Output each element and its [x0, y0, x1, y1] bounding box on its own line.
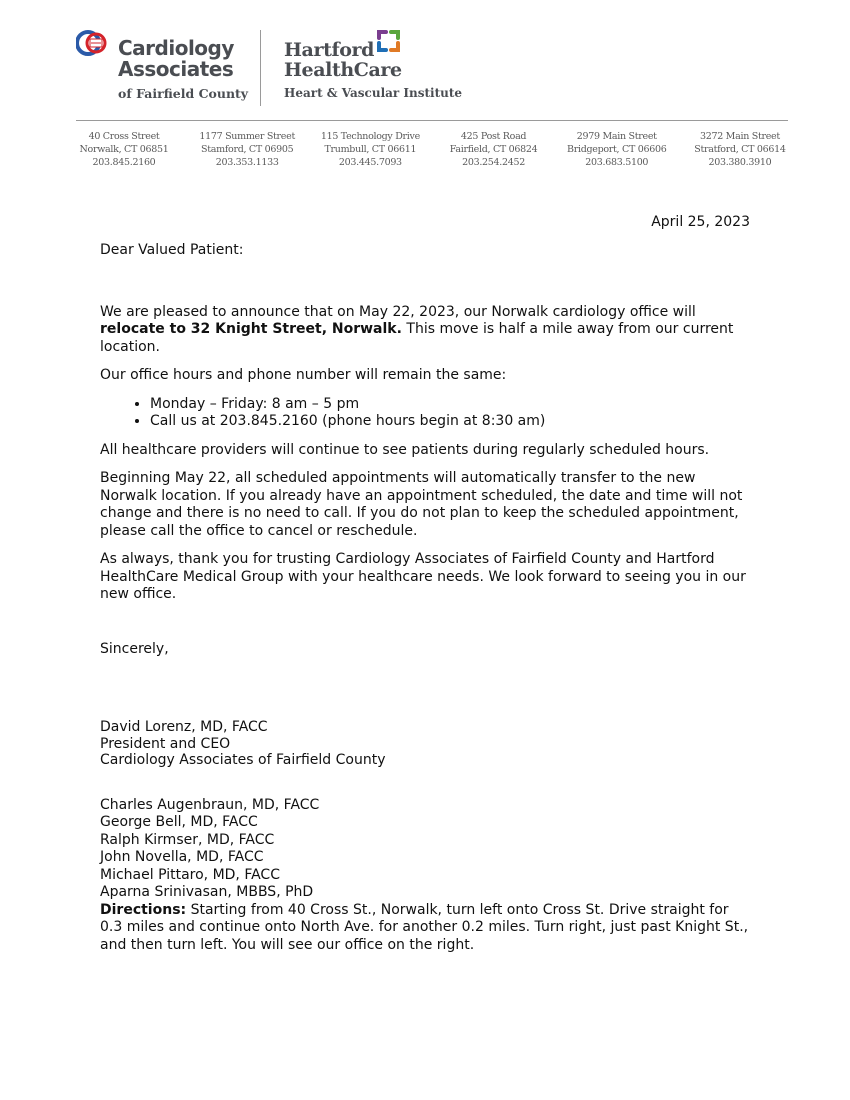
- providers-paragraph: All healthcare providers will continue to see patients during regularly scheduled hours.: [100, 441, 710, 458]
- office-address: [64, 130, 184, 169]
- list-item: John Novella, MD, FACC: [100, 849, 264, 865]
- salutation: Dear Valued Patient:: [100, 242, 244, 258]
- list-item: Charles Augenbraun, MD, FACC: [100, 796, 320, 813]
- announcement-paragraph: [100, 304, 750, 357]
- list-item: • Monday – Friday: 8 am – 5 pm: [150, 396, 750, 414]
- signature-block: [100, 719, 750, 769]
- hours-list: [100, 396, 750, 431]
- office-phone: 203.254.2452: [462, 157, 525, 168]
- announcement-text-start: We are pleased to announce that on May 22, 2023, our Norwalk cardiology office will: [100, 303, 696, 320]
- office-street: 40 Cross Street: [88, 131, 160, 142]
- cardiology-name: [118, 38, 298, 80]
- doctor-list: [100, 797, 750, 902]
- thanks-paragraph: As always, thank you for trusting Cardiology Associates of Fairfield County and Hartford HealthCare Medical Group with your healthcare needs. We look forward to seeing you in our new office.: [100, 551, 746, 602]
- office-address: [187, 130, 307, 169]
- directions-text: Starting from 40 Cross St., Norwalk, turn left onto Cross St. Drive straight for 0.3 miles and continue onto North Ave. for another 0.2 miles. Turn right, just past Knight St., and then turn left. You will see our office on the right.: [100, 901, 749, 953]
- office-address: [310, 130, 430, 169]
- office-phone: 203.683.5100: [585, 157, 649, 168]
- cardiology-name-line1: Cardiology: [118, 36, 234, 60]
- hours-intro-paragraph: Our office hours and phone number will remain the same:: [100, 367, 507, 383]
- office-city: Stratford, CT 06614: [694, 144, 786, 155]
- list-item: • Call us at 203.845.2160 (phone hours begin at 8:30 am): [150, 413, 750, 431]
- office-address: [557, 130, 677, 169]
- closing: Sincerely,: [100, 640, 169, 657]
- appointments-paragraph: Beginning May 22, all scheduled appointments will automatically transfer to the new Norwalk location. If you already have an appointment scheduled, the date and time will not change and there is no need to call. If you do not plan to keep the scheduled appointment, please call the office to cancel or reschedule.: [100, 470, 743, 539]
- office-street: 3272 Main Street: [699, 131, 780, 142]
- office-city: Fairfield, CT 06824: [449, 144, 538, 155]
- letterhead-divider: [260, 30, 261, 106]
- office-street: 1177 Summer Street: [199, 131, 295, 142]
- directions-paragraph: [100, 902, 750, 955]
- office-address: [434, 130, 554, 169]
- office-phone: 203.445.7093: [338, 157, 402, 168]
- list-item: George Bell, MD, FACC: [100, 814, 258, 830]
- office-street: 115 Technology Drive: [320, 131, 420, 142]
- announcement-text-end: This move is half a mile away from our current location.: [100, 321, 734, 355]
- list-item: Aparna Srinivasan, MBBS, PhD: [100, 884, 314, 900]
- signer-name: David Lorenz, MD, FACC: [100, 719, 268, 735]
- directions-label: Directions:: [100, 901, 187, 918]
- office-phone: 203.353.1133: [215, 157, 279, 168]
- office-address: [680, 130, 800, 169]
- office-city: Bridgeport, CT 06606: [567, 144, 667, 155]
- office-address-row: [64, 130, 800, 169]
- heart-logo-icon: [76, 30, 110, 56]
- office-city: Trumbull, CT 06611: [324, 144, 417, 155]
- new-address-highlight: relocate to 32 Knight Street, Norwalk.: [100, 321, 402, 337]
- letter-date: April 25, 2023: [651, 214, 750, 230]
- office-street: 425 Post Road: [460, 131, 527, 142]
- letterhead: [0, 0, 850, 180]
- hartford-name-line1: Hartford: [284, 39, 374, 61]
- letter-body: [100, 242, 750, 965]
- office-city: Norwalk, CT 06851: [79, 144, 169, 155]
- hhc-mark-icon: [376, 28, 404, 56]
- cardiology-name-line2: Associates: [118, 57, 234, 81]
- office-city: Stamford, CT 06905: [201, 144, 294, 155]
- list-item: Michael Pittaro, MD, FACC: [100, 866, 280, 883]
- office-street: 2979 Main Street: [576, 131, 657, 142]
- cardiology-subtitle: of Fairfield County: [118, 86, 249, 101]
- hartford-subtitle: Heart & Vascular Institute: [284, 86, 463, 100]
- signer-organization: Cardiology Associates of Fairfield County: [100, 752, 386, 768]
- hartford-name-line2: HealthCare: [284, 59, 402, 81]
- signer-title: President and CEO: [100, 735, 231, 752]
- office-phone: 203.380.3910: [708, 157, 772, 168]
- letterhead-rule: [76, 120, 788, 121]
- list-item: Ralph Kirmser, MD, FACC: [100, 831, 275, 848]
- office-phone: 203.845.2160: [92, 157, 156, 168]
